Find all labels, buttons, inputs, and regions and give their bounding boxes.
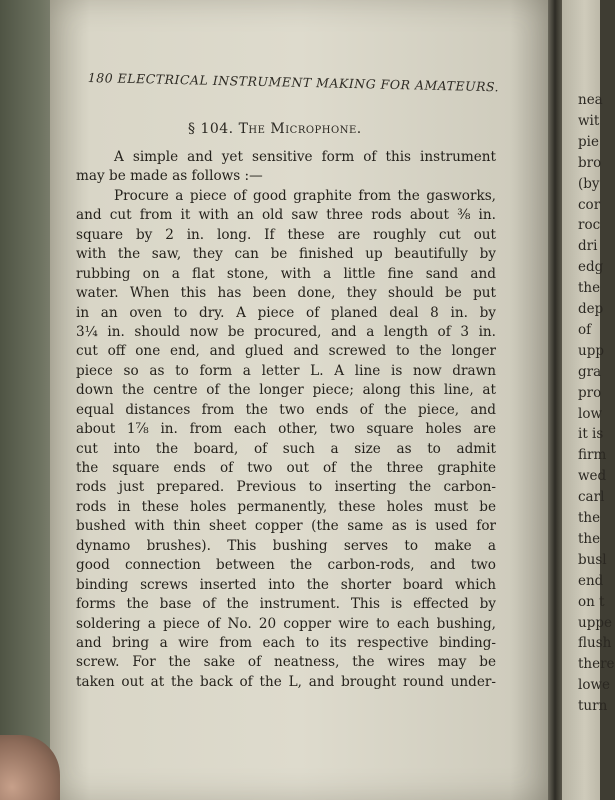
facing-page-fragment: bro [578,154,602,171]
facing-page-fragment: cor [578,196,601,213]
facing-page-fragment: wed [578,468,607,485]
book-gutter [548,0,562,800]
facing-page-fragment: wit [578,112,600,129]
facing-page-fragment: it is [578,426,604,443]
facing-page-fragment: the [578,510,601,526]
facing-page-fragment: on t [578,593,605,610]
text-line: rubbing on a flat stone, with a little fine sand and [76,265,496,282]
facing-page-fragment: nea [578,92,603,108]
facing-page-fragment: dep [578,301,604,317]
facing-page-fragment: flush [578,635,612,652]
facing-page-fragment: uppe [578,614,612,631]
text-line: cut into the board, of such a size as to admit [76,440,496,457]
facing-page-fragment: firm [578,447,607,464]
section-title: § 104. The Microphone. [188,121,362,137]
facing-page-fragment: dri [578,238,598,255]
facing-page-fragment: of [578,321,592,338]
facing-page-fragment: roc [578,217,601,234]
facing-page-fragment: busl [578,551,607,568]
facing-page-fragment: pro [578,384,602,401]
text-line: 3¼ in. should now be procured, and a length of 3 in. [76,323,496,340]
text-line: with the saw, they can be finished up beautifully by [76,246,496,263]
facing-page-fragment: edg [578,259,604,276]
text-line: and bring a wire from each to its respective binding- [76,634,496,651]
text-line: piece so as to form a letter L. A line is now drawn [76,362,496,379]
body-text [76,148,496,692]
text-line: good connection between the carbon-rods, and two [76,557,496,574]
facing-page-edge [562,0,615,800]
text-line: in an oven to dry. A piece of planed deal 8 in. by [76,304,496,321]
text-line: may be made as follows :— [76,168,263,185]
text-line: rods just prepared. Previous to inserting the carbon- [76,479,496,496]
text-line: square by 2 in. long. If these are roughly cut out [76,226,496,243]
facing-page-fragment: end [578,572,604,589]
facing-page-fragment: low [578,405,603,422]
facing-page-fragment: (by [578,175,600,192]
text-line: dynamo brushes). This bushing serves to make a [76,537,496,554]
facing-page-fragment: the [578,530,601,547]
text-line: screw. For the sake of neatness, the wires may be [76,654,496,671]
facing-page-fragment: carl [578,489,605,506]
facing-page-fragment: gra [578,363,602,380]
text-line: Procure a piece of good graphite from the gasworks, [114,187,496,204]
facing-page-fragment: turn [578,698,608,715]
text-line: bushed with thin sheet copper (the same as is used for [76,518,496,535]
text-line: the square ends of two out of the three graphite [76,460,496,476]
facing-page-fragment: lowe [578,677,610,694]
text-line: A simple and yet sensitive form of this instrument [114,149,496,165]
text-line: about 1⅞ in. from each other, two square holes are [76,421,496,438]
text-line: taken out at the back of the L, and brought round under- [76,673,496,690]
text-line: down the centre of the longer piece; along this line, at [76,382,496,399]
text-line: cut off one end, and glued and screwed to the longer [76,343,496,360]
text-line: and cut from it with an old saw three rods about ⅜ in. [76,207,496,224]
running-header: 180 ELECTRICAL INSTRUMENT MAKING FOR AMATEURS. [87,70,500,95]
text-line: soldering a piece of No. 20 copper wire to each bushing, [76,615,496,632]
text-line: equal distances from the two ends of the piece, and [76,401,496,418]
text-line: water. When this has been done, they should be put [76,285,496,302]
facing-page-fragment: the [578,280,601,297]
text-line: rods in these holes permanently, these holes must be [76,498,496,515]
facing-page-fragment: upp [578,342,604,359]
facing-page-fragment: there [578,656,615,673]
facing-page-fragment: pie [578,133,599,150]
text-line: binding screws inserted into the shorter board which [76,576,496,593]
text-line: forms the base of the instrument. This is effected by [76,596,496,613]
